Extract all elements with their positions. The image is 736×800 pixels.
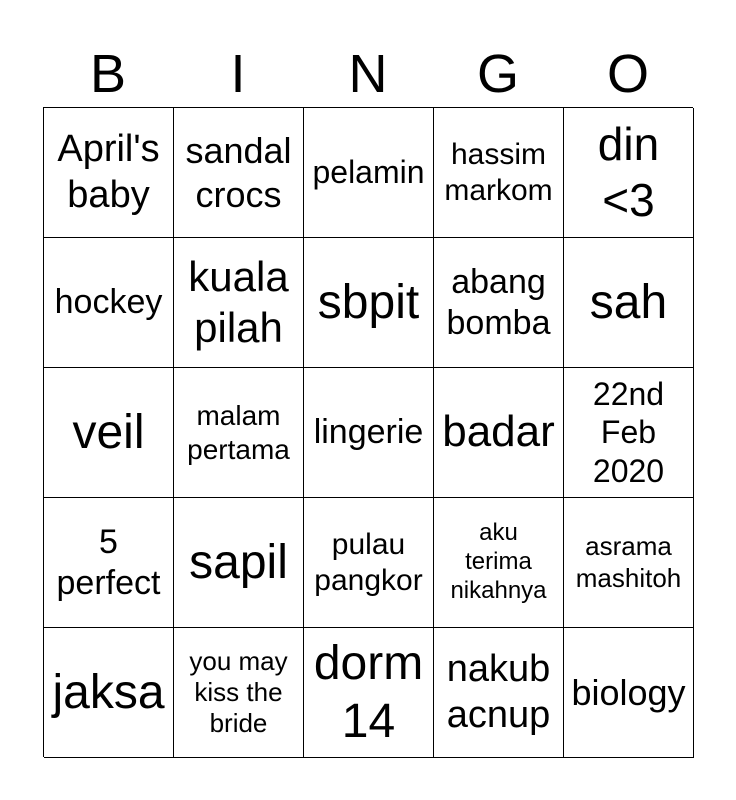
cell-text: hockey	[54, 283, 163, 322]
bingo-cell[interactable]	[44, 108, 174, 238]
header-letter-g: G	[476, 44, 519, 104]
bingo-cell[interactable]	[174, 368, 304, 498]
cell-text: pelamin	[312, 154, 425, 191]
bingo-cell[interactable]	[44, 628, 174, 758]
bingo-cell[interactable]	[434, 108, 564, 238]
cell-text: you may kiss the bride	[189, 645, 288, 739]
cell-text: sah	[589, 275, 668, 329]
bingo-cell[interactable]	[44, 368, 174, 498]
bingo-cell[interactable]	[174, 498, 304, 628]
bingo-cell[interactable]	[564, 628, 694, 758]
header-letter-n: N	[348, 44, 388, 104]
cell-text: din <3	[597, 118, 660, 226]
cell-text: pulau pangkor	[314, 527, 423, 597]
cell-text: dorm 14	[313, 636, 424, 748]
bingo-cell[interactable]	[434, 498, 564, 628]
cell-text: nakub acnup	[446, 647, 551, 736]
bingo-cell[interactable]	[304, 368, 434, 498]
cell-text: abang bomba	[446, 262, 551, 342]
cell-text: April's baby	[57, 127, 160, 216]
cell-text: malam pertama	[187, 399, 290, 465]
bingo-cell[interactable]	[434, 368, 564, 498]
header-letter-i: I	[230, 44, 246, 104]
cell-text: jaksa	[52, 665, 165, 719]
bingo-cell[interactable]	[304, 108, 434, 238]
bingo-cell[interactable]	[564, 368, 694, 498]
cell-text: 5 perfect	[56, 522, 161, 602]
bingo-cell[interactable]	[174, 628, 304, 758]
bingo-grid	[43, 107, 693, 757]
bingo-cell[interactable]	[304, 238, 434, 368]
header-letter-o: O	[606, 44, 649, 104]
header-letter-b: B	[89, 44, 127, 104]
cell-text: 22nd Feb 2020	[592, 375, 665, 489]
bingo-cell[interactable]	[44, 238, 174, 368]
bingo-cell[interactable]	[174, 238, 304, 368]
cell-text: veil	[72, 405, 145, 459]
bingo-cell[interactable]	[434, 238, 564, 368]
bingo-cell[interactable]	[564, 108, 694, 238]
cell-text: lingerie	[313, 413, 424, 452]
bingo-header	[43, 40, 693, 108]
bingo-cell[interactable]	[174, 108, 304, 238]
cell-text: badar	[442, 407, 555, 457]
cell-text: kuala pilah	[188, 253, 289, 351]
bingo-cell[interactable]	[44, 498, 174, 628]
cell-text: sandal crocs	[185, 130, 292, 215]
bingo-cell[interactable]	[564, 238, 694, 368]
cell-text: sapil	[189, 535, 288, 589]
cell-text: asrama mashitoh	[575, 531, 682, 593]
bingo-cell[interactable]	[434, 628, 564, 758]
cell-text: hassim markom	[444, 137, 553, 207]
cell-text: aku terima nikahnya	[450, 519, 547, 604]
cell-text: biology	[571, 671, 686, 713]
bingo-cell[interactable]	[564, 498, 694, 628]
bingo-cell[interactable]	[304, 498, 434, 628]
bingo-cell[interactable]	[304, 628, 434, 758]
cell-text: sbpit	[317, 275, 420, 329]
